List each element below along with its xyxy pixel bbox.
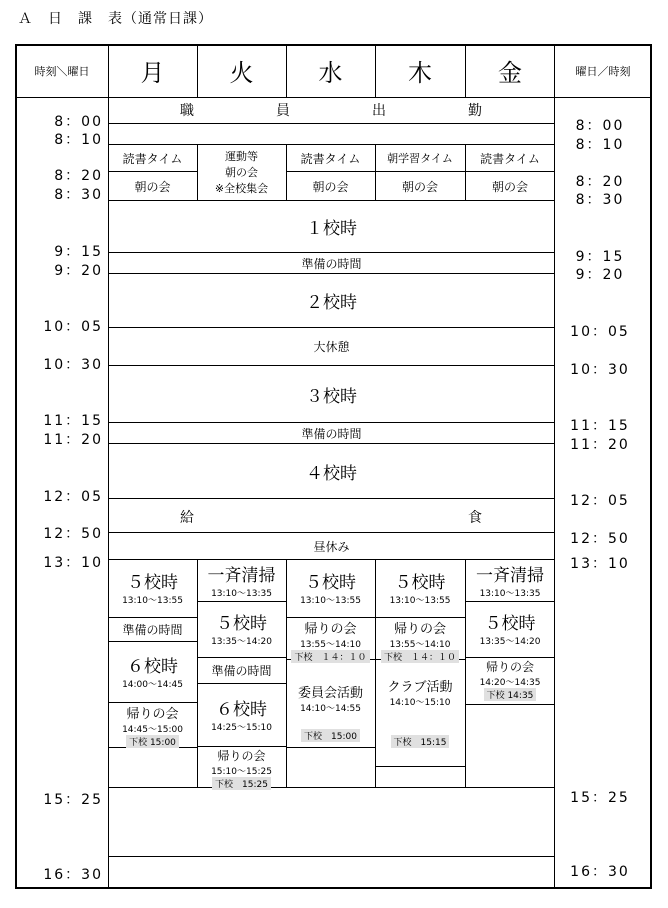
tue-p5-time: 13:35～14:20 <box>211 637 272 647</box>
tue-assembly-note: ※全校集会 <box>214 181 269 195</box>
mon-reading-time: 読書タイム <box>122 151 183 166</box>
mon-prep-time: 準備の時間 <box>122 623 183 637</box>
wed-p5-label: ５校時 <box>305 573 356 593</box>
fri-period-5 <box>465 609 555 647</box>
mon-home-label: 帰りの会 <box>126 707 179 722</box>
rule-tue-c <box>197 683 286 684</box>
fri-home-time: 14:20～14:35 <box>479 678 541 688</box>
wed-period-5 <box>286 568 375 606</box>
rule-tue-a <box>197 601 286 602</box>
time-right-0800: 8：00 <box>575 118 625 134</box>
time-left-0830: 8：30 <box>54 187 103 203</box>
thu-home-label: 帰りの会 <box>393 622 446 637</box>
time-left-1205: 12：05 <box>43 489 103 505</box>
wed-dismissal-2: 下校 15:00 <box>301 729 360 742</box>
time-left-1120: 11：20 <box>43 432 103 448</box>
staff-char-2: 員 <box>276 103 290 119</box>
time-right-1030: 10：30 <box>570 362 630 378</box>
time-left-1115: 11：15 <box>43 413 103 429</box>
tue-morning-meeting-label: 朝の会 <box>225 165 258 179</box>
rule-1525 <box>108 787 555 788</box>
time-right-1205: 12：05 <box>570 493 630 509</box>
tue-period-5 <box>197 609 286 647</box>
time-right-0915: 9：15 <box>575 249 625 265</box>
fri-clean-time: 13:10～13:35 <box>479 589 541 599</box>
thu-morning-study: 朝学習タイム <box>387 152 453 165</box>
fri-dismissal: 下校 14:35 <box>484 688 537 701</box>
wed-committee <box>286 682 375 714</box>
tue-p5-label: ５校時 <box>216 614 267 634</box>
rule-1310 <box>108 559 555 560</box>
time-left-0915: 9：15 <box>54 244 103 260</box>
prep-time-1: 準備の時間 <box>301 256 362 271</box>
mon-period-6 <box>108 652 197 690</box>
fri-morning-meeting: 朝の会 <box>491 179 528 194</box>
tue-clean-time: 13:10～13:35 <box>211 589 272 599</box>
wed-committee-time: 14:10～14:55 <box>300 704 361 714</box>
tue-morning-assembly <box>197 145 286 200</box>
period-2: ２校時 <box>306 293 357 313</box>
prep-time-2: 準備の時間 <box>301 426 362 441</box>
tue-homeroom <box>197 747 286 790</box>
rule-thu-c <box>375 766 465 767</box>
day-tuesday: 火 <box>229 59 254 87</box>
mon-p5-label: ５校時 <box>127 573 178 593</box>
time-left-0800: 8：00 <box>54 114 103 130</box>
rule-mon-b <box>108 641 197 642</box>
fri-home-label: 帰りの会 <box>485 660 534 674</box>
time-right-0820: 8：20 <box>575 174 625 190</box>
mon-dismissal: 下校 15:00 <box>126 735 179 748</box>
fri-p5-label: ５校時 <box>484 614 536 634</box>
time-right-1630: 16：30 <box>570 864 630 880</box>
time-left-0810: 8：10 <box>54 132 103 148</box>
mon-p6-label: ６校時 <box>127 657 178 677</box>
time-left-1525: 15：25 <box>43 792 103 808</box>
staff-char-3: 出 <box>372 103 386 119</box>
wed-morning-meeting: 朝の会 <box>312 179 349 194</box>
wed-dismissal-2-wrap <box>286 729 375 742</box>
thu-p5-label: ５校時 <box>394 573 446 593</box>
tue-cleaning <box>197 561 286 599</box>
thu-club-time: 14:10～15:10 <box>389 698 451 708</box>
time-right-1310: 13：10 <box>570 556 630 572</box>
time-left-1310: 13：10 <box>43 555 103 571</box>
period-1: １校時 <box>306 219 357 239</box>
mon-homeroom <box>108 703 197 748</box>
time-right-1120: 11：20 <box>570 437 630 453</box>
tue-period-6 <box>197 695 286 733</box>
thu-period-5 <box>375 568 465 606</box>
mon-p5-time: 13:10～13:55 <box>122 596 183 606</box>
fri-reading-time: 読書タイム <box>480 151 540 166</box>
mon-morning-meeting: 朝の会 <box>134 179 171 194</box>
time-left-1030: 10：30 <box>43 357 103 373</box>
header-right: 曜日／時刻 <box>575 64 631 78</box>
period-3: ３校時 <box>306 386 357 407</box>
time-right-1525: 15：25 <box>570 790 630 806</box>
time-left-1005: 10：05 <box>43 319 103 335</box>
rule-fri-c <box>465 704 555 705</box>
time-left-1630: 16：30 <box>43 867 103 883</box>
wed-reading-time: 読書タイム <box>300 151 361 166</box>
thu-dismissal-2: 下校 15:15 <box>391 735 450 748</box>
mon-home-time: 14:45～15:00 <box>122 725 183 735</box>
rule-wed-c <box>286 747 375 748</box>
header-rule <box>15 97 652 98</box>
lunch-char-1: 給 <box>180 510 194 526</box>
fri-homeroom <box>465 658 555 701</box>
time-right-1250: 12：50 <box>570 531 630 547</box>
time-right-0830: 8：30 <box>575 192 625 208</box>
rule-0810 <box>108 123 555 124</box>
tue-exercise-label: 運動等 <box>225 149 258 163</box>
tue-dismissal: 下校 15:25 <box>212 777 271 790</box>
rule-1205 <box>108 498 555 499</box>
day-wednesday: 水 <box>318 59 343 87</box>
fri-clean-label: 一斉清掃 <box>476 566 544 586</box>
fri-cleaning <box>465 561 555 599</box>
lunch-break: 昼休み <box>313 539 350 554</box>
thu-home-time: 13:55～14:10 <box>389 640 451 650</box>
page-title: Ａ 日 課 表（通常日課） <box>18 11 213 27</box>
thu-club <box>375 676 465 708</box>
day-thursday: 木 <box>408 59 432 87</box>
thu-homeroom <box>375 618 465 663</box>
staff-char-1: 職 <box>180 103 194 119</box>
staff-char-4: 勤 <box>468 103 482 119</box>
fri-p5-time: 13:35～14:20 <box>479 637 541 647</box>
time-left-1250: 12：50 <box>43 526 103 542</box>
thu-dismissal-2-wrap <box>375 735 465 748</box>
thu-p5-time: 13:10～13:55 <box>389 596 451 606</box>
wed-home-label: 帰りの会 <box>304 622 357 637</box>
lunch-char-2: 食 <box>468 510 482 526</box>
time-right-1115: 11：15 <box>570 418 630 434</box>
wed-committee-label: 委員会活動 <box>297 686 363 701</box>
tue-home-label: 帰りの会 <box>217 749 266 763</box>
wed-homeroom <box>286 618 375 663</box>
tue-p6-label: ６校時 <box>216 700 267 720</box>
day-monday: 月 <box>140 59 165 87</box>
time-right-1005: 10：05 <box>570 324 630 340</box>
mon-p6-time: 14:00～14:45 <box>122 680 183 690</box>
time-left-0920: 9：20 <box>54 263 103 279</box>
tue-p6-time: 14:25～15:10 <box>211 723 272 733</box>
thu-morning-meeting: 朝の会 <box>401 179 438 194</box>
tue-home-time: 15:10～15:25 <box>211 767 272 777</box>
day-friday: 金 <box>498 59 522 87</box>
time-left-0820: 8：20 <box>54 168 103 184</box>
thu-dismissal: 下校 １４：１０ <box>381 650 459 663</box>
time-right-0920: 9：20 <box>575 267 625 283</box>
rule-fri-a <box>465 601 555 602</box>
thu-club-label: クラブ活動 <box>387 680 453 695</box>
tue-prep-time: 準備の時間 <box>211 664 272 678</box>
rule-1630 <box>108 856 555 857</box>
wed-p5-time: 13:10～13:55 <box>300 596 361 606</box>
wed-home-time: 13:55～14:10 <box>300 640 361 650</box>
wed-dismissal: 下校 １４：１０ <box>291 650 369 663</box>
header-left: 時刻＼曜日 <box>34 64 90 78</box>
tue-clean-label: 一斉清掃 <box>207 566 276 586</box>
mon-period-5 <box>108 568 197 606</box>
time-right-0810: 8：10 <box>575 137 625 153</box>
period-4: ４校時 <box>306 463 357 484</box>
long-break: 大休憩 <box>313 340 350 354</box>
